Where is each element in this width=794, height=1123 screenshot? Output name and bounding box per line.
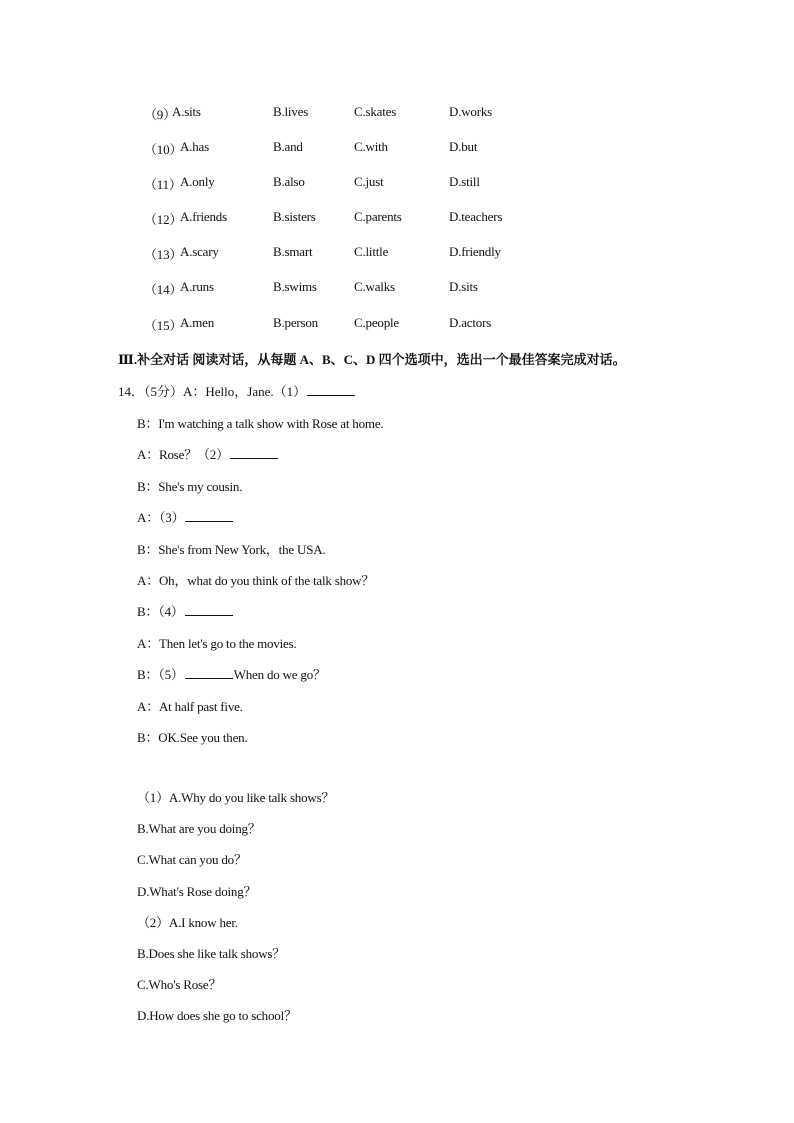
choice-item[interactable]: D.What's Rose doing？ <box>137 883 257 899</box>
option-c: C.with <box>354 139 388 155</box>
choice-item[interactable]: D.How does she go to school？ <box>137 1008 297 1024</box>
option-a: A.friends <box>180 209 227 225</box>
option-c: C.walks <box>354 279 395 295</box>
option-number: （11） <box>144 177 182 193</box>
dialog-text: B：She's my cousin. <box>137 478 243 494</box>
dialog-text: A：（3） <box>137 510 185 526</box>
option-number: （13） <box>144 247 183 263</box>
option-b: B.lives <box>273 104 309 119</box>
option-a: A.men <box>180 314 215 330</box>
option-row <box>144 209 564 244</box>
option-d: D.sits <box>449 279 478 295</box>
answer-blank[interactable] <box>185 509 233 522</box>
option-number: （10） <box>144 142 183 158</box>
option-d: D.friendly <box>449 244 501 260</box>
dialog-text: A：Then let's go to the movies. <box>137 635 297 651</box>
options-table <box>144 104 564 350</box>
dialog-line <box>137 696 383 727</box>
option-number: （15） <box>144 317 183 333</box>
option-row <box>144 244 564 279</box>
dialog-line <box>137 727 383 758</box>
option-number: （9） <box>144 107 176 122</box>
option-a: A.scary <box>180 244 219 260</box>
option-d: D.still <box>449 174 480 190</box>
dialog-line <box>137 539 383 570</box>
answer-blank[interactable] <box>307 383 355 396</box>
choice-item[interactable]: C.What can you do？ <box>137 852 247 868</box>
option-number: （14） <box>144 282 183 298</box>
dialog-line <box>137 601 383 632</box>
option-b: B.swims <box>273 279 317 295</box>
dialog <box>137 413 383 758</box>
dialog-text: A：Rose？（2） <box>137 447 229 463</box>
answer-blank[interactable] <box>185 603 233 616</box>
option-a: A.has <box>180 139 209 155</box>
option-b: B.sisters <box>273 209 316 225</box>
answer-blank[interactable] <box>185 666 233 679</box>
option-row <box>144 139 564 174</box>
choice-item[interactable]: B.What are you doing？ <box>137 821 261 837</box>
choice-item[interactable]: B.Does she like talk shows？ <box>137 945 286 961</box>
dialog-text: B：She's from New York，the USA. <box>137 541 326 557</box>
dialog-text: B：（5） <box>137 667 184 683</box>
option-d: D.works <box>449 104 493 119</box>
answer-blank[interactable] <box>230 446 278 459</box>
option-a: A.only <box>180 174 215 190</box>
choice-item[interactable]: （2）A.I know her. <box>137 914 238 930</box>
dialog-line <box>137 476 383 507</box>
option-row <box>144 104 564 139</box>
dialog-text: A：Oh，what do you think of the talk show？ <box>137 572 375 588</box>
choice-item[interactable]: （1）A.Why do you like talk shows？ <box>137 790 335 805</box>
option-a: A.sits <box>172 104 201 119</box>
option-b: B.person <box>273 314 318 330</box>
option-d: D.actors <box>449 314 492 330</box>
dialog-line <box>137 413 383 444</box>
question-prefix: 14．（5分）A：Hello，Jane.（1） <box>118 384 307 399</box>
dialog-line <box>137 570 383 601</box>
option-b: B.and <box>273 139 303 155</box>
option-c: C.little <box>354 244 389 260</box>
option-c: C.people <box>354 314 399 330</box>
section-heading: Ⅲ.补全对话 阅读对话，从每题 A、B、C、D 四个选项中，选出一个最佳答案完成对话。 <box>118 352 626 367</box>
option-b: B.also <box>273 174 305 190</box>
dialog-line <box>137 664 383 695</box>
option-row <box>144 174 564 209</box>
option-b: B.smart <box>273 244 313 260</box>
option-a: A.runs <box>180 279 214 295</box>
option-c: C.parents <box>354 209 402 225</box>
option-d: D.but <box>449 139 478 155</box>
option-number: （12） <box>144 212 183 228</box>
dialog-text: B：OK.See you then. <box>137 729 248 745</box>
dialog-line <box>137 444 383 475</box>
option-row <box>144 315 564 350</box>
choice-item[interactable]: C.Who's Rose？ <box>137 977 222 993</box>
dialog-text: B：I'm watching a talk show with Rose at home. <box>137 416 384 431</box>
dialog-text: A：At half past five. <box>137 698 243 714</box>
option-c: C.just <box>354 174 384 190</box>
option-d: D.teachers <box>449 209 503 225</box>
dialog-text: B：（4） <box>137 604 184 620</box>
option-row <box>144 279 564 314</box>
dialog-line <box>137 507 383 538</box>
dialog-line <box>137 633 383 664</box>
answer-choices <box>137 787 334 1037</box>
question-header <box>118 381 356 400</box>
option-c: C.skates <box>354 104 397 119</box>
dialog-text-after-blank: When do we go？ <box>233 667 326 683</box>
